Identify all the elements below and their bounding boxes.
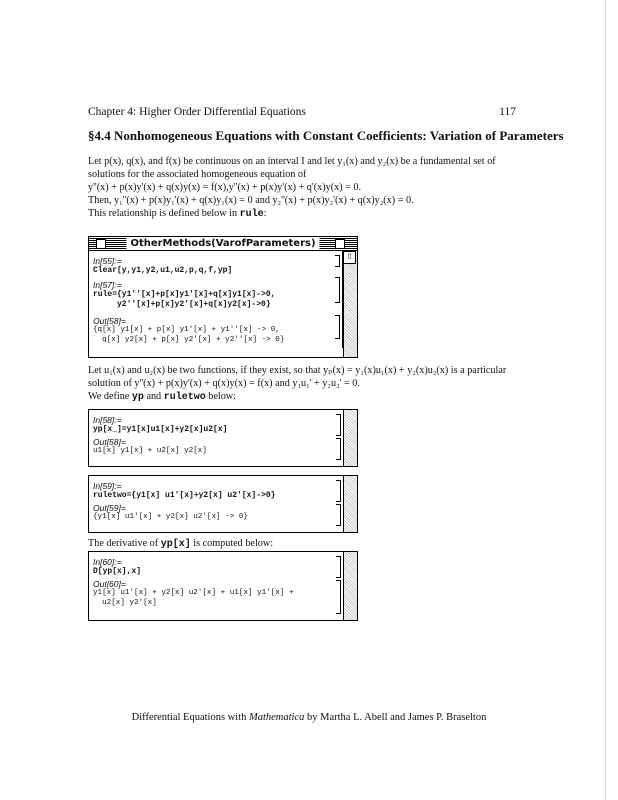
in-label: In[58]:= — [93, 415, 122, 425]
output-cell: y1[x] u1'[x] + y2[x] u2'[x] + u1[x] y1'[x] + u2[x] y2'[x] — [93, 589, 294, 607]
window-titlebar[interactable] — [89, 237, 357, 251]
in-label: In[55]:= — [93, 256, 122, 266]
vertical-scrollbar[interactable] — [343, 251, 357, 357]
page-edge — [605, 0, 606, 800]
input-cell[interactable]: Clear[y,y1,y2,u1,u2,p,q,f,yp] — [93, 266, 233, 275]
paragraph-2 — [88, 364, 528, 404]
input-cell[interactable]: yp[x_]=y1[x]u1[x]+y2[x]u2[x] — [93, 425, 228, 434]
cell-bracket[interactable] — [336, 438, 341, 460]
cell-bracket[interactable] — [336, 504, 341, 526]
section-title: §4.4 Nonhomogeneous Equations with Constant Coefficients: Variation of Parameters — [88, 128, 564, 143]
out-label: Out[58]= — [93, 316, 126, 326]
cell-bracket[interactable] — [335, 315, 340, 339]
p1-line5: This relationship is defined below in rule: — [88, 208, 267, 220]
cell-bracket[interactable] — [336, 480, 341, 502]
in-label: In[57]:= — [93, 280, 122, 290]
out-label: Out[58]= — [93, 437, 126, 447]
paragraph-3: The derivative of yp[x] is computed below: — [88, 538, 274, 550]
in-label: In[59]:= — [93, 481, 122, 491]
p2-line1: Let u₁(x) and u₂(x) be two functions, if they exist, so that yₚ(x) = y₁(x)u₁(x) + y₂(x)u₂(x) is a particular — [88, 365, 507, 376]
cell-bracket[interactable] — [335, 277, 340, 303]
notebook-content — [89, 251, 343, 348]
notebook-cell-group[interactable] — [88, 409, 358, 467]
ruletwo-code: ruletwo — [163, 392, 206, 403]
cell-bracket[interactable] — [336, 556, 341, 578]
output-cell: {q[x] y1[x] + p[x] y1'[x] + y1''[x] -> 0, q[x] y2[x] + p[x] y2'[x] + y2''[x] -> 0} — [93, 326, 285, 344]
page-footer: Differential Equations with Mathematica by Martha L. Abell and James P. Braselton — [131, 712, 487, 723]
scroll-up-arrow-icon[interactable]: ⇧ — [343, 251, 356, 264]
p2-line2: solution of y''(x) + p(x)y'(x) + q(x)y(x) = f(x) and y₁u₁' + y₂u₂' = 0. — [88, 378, 360, 389]
p1-line2: solutions for the associated homogeneous equation of — [88, 169, 307, 180]
cell-bracket[interactable] — [335, 255, 340, 267]
vertical-scrollbar[interactable] — [343, 476, 357, 532]
p1-line4: Then, y₁''(x) + p(x)y₁'(x) + q(x)y₁(x) = 0 and y₂''(x) + p(x)y₂'(x) + q(x)y₂(x) = 0. — [88, 195, 414, 206]
cell-bracket[interactable] — [336, 580, 341, 614]
running-header — [88, 106, 516, 118]
paragraph-1 — [88, 155, 528, 221]
out-label: Out[59]= — [93, 503, 126, 513]
cell-bracket[interactable] — [336, 414, 341, 436]
yp-x-code: yp[x] — [160, 539, 191, 550]
vertical-scrollbar[interactable] — [343, 410, 357, 466]
out-label: Out[60]= — [93, 579, 126, 589]
p2-line3: We define yp and ruletwo below: — [88, 391, 236, 403]
input-cell[interactable]: D[yp[x],x] — [93, 567, 142, 576]
yp-code: yp — [131, 392, 144, 403]
vertical-scrollbar[interactable] — [343, 552, 357, 620]
notebook-window[interactable] — [88, 236, 358, 358]
rule-code: rule — [239, 209, 264, 220]
input-cell[interactable]: rule={y1''[x]+p[x]y1'[x]+q[x]y1[x]->0, y2''[x]+p[x]y2'[x]+q[x]y2[x]->0} — [93, 290, 276, 309]
p1-line3: y''(x) + p(x)y'(x) + q(x)y(x) = f(x),y''(x) + p(x)y'(x) + q'(x)y(x) = 0. — [88, 182, 362, 193]
input-cell[interactable]: ruletwo={y1[x] u1'[x]+y2[x] u2'[x]->0} — [93, 491, 276, 500]
output-cell: {y1[x] u1'[x] + y2[x] u2'[x] -> 0} — [93, 513, 248, 521]
page-number: 117 — [499, 106, 516, 118]
output-cell: u1[x] y1[x] + u2[x] y2[x] — [93, 447, 207, 455]
mathematica-italic: Mathematica — [248, 712, 305, 723]
zoom-box-icon[interactable] — [335, 239, 345, 249]
close-box-icon[interactable] — [96, 239, 106, 249]
notebook-cell-group[interactable] — [88, 475, 358, 533]
in-label: In[60]:= — [93, 557, 122, 567]
chapter-title: Chapter 4: Higher Order Differential Equations — [88, 106, 306, 118]
p1-line1: Let p(x), q(x), and f(x) be continuous on an interval I and let y₁(x) and y₂(x) be a fundamental set of — [88, 156, 496, 167]
window-title: OtherMethods(VarofParameters) — [126, 237, 319, 250]
notebook-cell-group[interactable] — [88, 551, 358, 621]
